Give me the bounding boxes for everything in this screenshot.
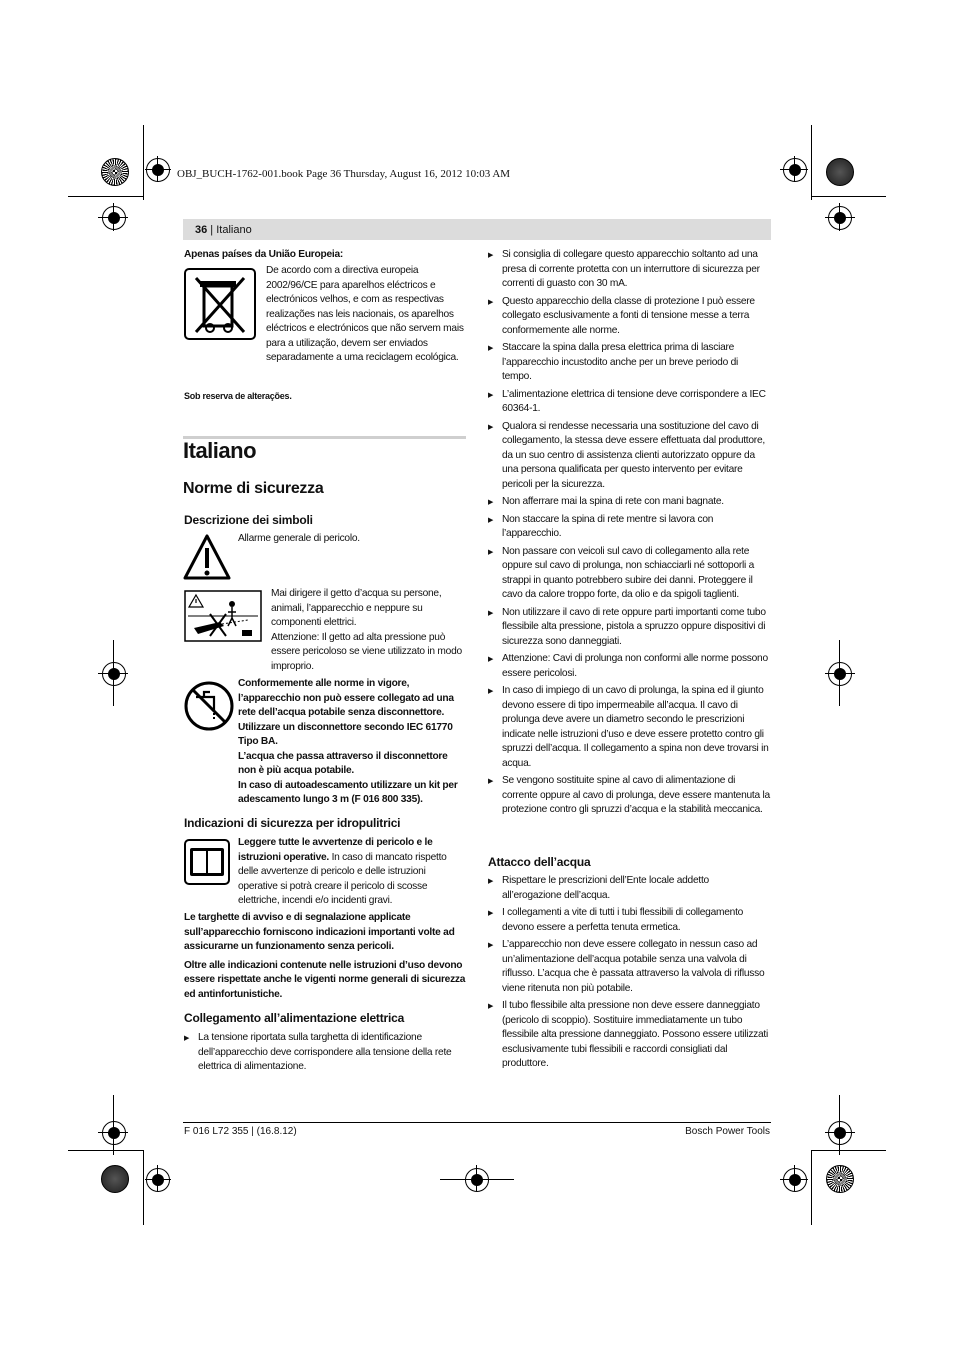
list-item: ▶ Staccare la spina dalla presa elettrica prima di lasciare l’apparecchio incustodito anche per un breve periodo di tempo. bbox=[488, 341, 770, 385]
list-item: ▶ Attenzione: Cavi di prolunga non conformi alle norme possono essere pericolosi. bbox=[488, 652, 770, 681]
safety-instructions-heading: Indicazioni di sicurezza per idropulitrici bbox=[184, 816, 401, 830]
list-item: ▶ L’apparecchio non deve essere collegato in nessun caso ad un’alimentazione dell’acqua potabile senza una valvola di riflusso. L’acqua che è passata attraverso la valvola di riflusso viene ritenuta non più potabile. bbox=[488, 938, 770, 996]
header-section: Italiano bbox=[216, 224, 252, 236]
page-header-bar bbox=[183, 219, 771, 240]
list-item: ▶ Non utilizzare il cavo di rete oppure parti importanti come tubo flessibile alta pressione, pistola a spruzzo oppure dispositivi di sicurezza sono danneggiati. bbox=[488, 606, 770, 650]
no-drinking-water-connection-icon bbox=[184, 681, 234, 731]
electric-list bbox=[184, 1031, 466, 1078]
language-heading: Italiano bbox=[183, 438, 257, 463]
general-rules-note: Oltre alle indicazioni contenute nelle istruzioni d’uso devono essere rispettate anche le vigenti norme generali di sicurezza ed antinfortunistiche. bbox=[184, 959, 466, 1000]
list-item: ▶ In caso di impiego di un cavo di prolunga, la spina ed il giunto devono essere di tipo impermeabile all’acqua. Il cavo di prolunga deve avere un diametro secondo le prescrizioni indicate nelle istruzioni d’uso e deve essere protetto contro gli spruzzi dell’acqua. Il collegamento a spina non deve trovarsi in acqua. bbox=[488, 684, 770, 771]
symbols-heading: Descrizione dei simboli bbox=[184, 513, 313, 527]
symbol-1-text: Allarme generale di pericolo. bbox=[238, 533, 360, 544]
symbol-3-text-2: L’acqua che passa attraverso il disconnettore non è più acqua potabile. bbox=[238, 750, 448, 776]
read-instructions-text: In caso di mancato rispetto delle avvertenze di pericolo e delle istruzioni operative si potrà creare il pericolo di scosse elettriche, incendi e/o incidenti gravi. bbox=[238, 851, 447, 906]
electric-list-continued bbox=[488, 248, 770, 821]
page-number: 36 bbox=[195, 224, 208, 236]
list-item: ▶ Rispettare le prescrizioni dell’Ente locale addetto all’erogazione dell’acqua. bbox=[488, 874, 770, 903]
warning-labels-note: Le targhette di avviso e di segnalazione applicate sull’apparecchio forniscono indicazioni importanti volte ad assicurarne un funzionamento senza pericoli. bbox=[184, 912, 455, 952]
footer-brand: Bosch Power Tools bbox=[685, 1126, 770, 1137]
eu-text: De acordo com a directiva europeia 2002/96/CE para aparelhos eléctricos e electrónicos velhos, e com as respectivas realizações nas leis nacionais, os aparelhos eléctricos e electrónicos que não servem mais para a utilização, devem ser enviados separadamente a uma reciclagem ecológica. bbox=[266, 265, 464, 363]
list-item: ▶ Qualora si rendesse necessaria una sostituzione del cavo di collegamento, la stessa deve essere effettuata dal produttore, da un suo centro di assistenza clienti autorizzato oppure da una persona qualificata per questo intervento per evitare pericoli per la sicurezza. bbox=[488, 420, 770, 493]
symbol-2-text-1: Mai dirigere il getto d’acqua su persone, animali, l’apparecchio e neppure su componenti elettrici. bbox=[271, 588, 442, 628]
list-item: ▶ L’alimentazione elettrica di tensione deve corrispondere a IEC 60364-1. bbox=[488, 388, 770, 417]
safety-heading: Norme di sicurezza bbox=[183, 480, 324, 497]
symbol-2-text-2: Attenzione: Il getto ad alta pressione può essere pericoloso se viene utilizzato in modo improprio. bbox=[271, 631, 462, 672]
footer-doc-id: F 016 L72 355 | (16.8.12) bbox=[184, 1126, 297, 1137]
list-item: ▶ I collegamenti a vite di tutti i tubi flessibili di collegamento devono essere a perfetta tenuta ermetica. bbox=[488, 906, 770, 935]
page-header bbox=[195, 224, 252, 236]
list-item: ▶ Il tubo flessibile alta pressione non deve essere danneggiato (pericolo di scoppio). Sostituire immediatamente un tubo flessibile alta pressione danneggiato. Possono essere utilizzati esclusivamente tubi flessibili e raccordi consigliati dal produttore. bbox=[488, 999, 770, 1072]
no-spray-at-people-icon bbox=[184, 590, 262, 642]
list-item: ▶ Non staccare la spina di rete mentre si lavora con l’apparecchio. bbox=[488, 513, 770, 542]
symbol-3-text-1: Conformemente alle norme in vigore, l’apparecchio non può essere collegato ad una rete dell’acqua potabile senza disconnettore. Utilizzare un disconnettore secondo IEC 61770 Tipo BA. bbox=[238, 678, 454, 747]
wheelie-bin-icon bbox=[184, 268, 256, 340]
list-item: ▶ Si consiglia di collegare questo apparecchio soltanto ad una presa di corrente protetta con un interruttore di sicurezza per correnti di guasto con 30 mA. bbox=[488, 248, 770, 292]
list-item: ▶ Non passare con veicoli sul cavo di collegamento alla rete oppure sul cavo di prolunga, non schiacciarli né sottoporli a strappi in quanto potrebbero subire dei danni. Proteggere il cavo da calore troppo forte, da olio e da spigoli taglienti. bbox=[488, 545, 770, 603]
footer-rule bbox=[183, 1122, 771, 1123]
list-item: ▶ Se vengono sostituite spine al cavo di alimentazione di corrente oppure al cavo di prolunga, deve essere mantenuta la protezione contro gli spruzzi d’acqua e la stabilità meccanica. bbox=[488, 774, 770, 818]
water-list bbox=[488, 874, 770, 1075]
read-manual-icon bbox=[184, 839, 230, 885]
reserve-note: Sob reserva de alterações. bbox=[184, 391, 292, 401]
eu-title: Apenas países da União Europeia: bbox=[184, 249, 344, 260]
read-instructions-bold: Leggere tutte le avvertenze di pericolo e le istruzioni operative. bbox=[238, 837, 433, 863]
list-item: ▶ La tensione riportata sulla targhetta di identificazione dell’apparecchio deve corrispondere alla tensione della rete elettrica di alimentazione. bbox=[184, 1031, 466, 1075]
symbol-3-text-3: In caso di autoadescamento utilizzare un kit per adescamento lungo 3 m (F 016 800 335). bbox=[238, 779, 458, 805]
list-item: ▶ Questo apparecchio della classe di protezione I può essere collegato esclusivamente a fonti di tensione messe a terra conformemente alle norme. bbox=[488, 295, 770, 339]
warning-triangle-icon bbox=[183, 533, 231, 581]
water-heading: Attacco dell’acqua bbox=[488, 855, 591, 869]
header-separator: | bbox=[207, 224, 217, 236]
electric-heading: Collegamento all’alimentazione elettrica bbox=[184, 1011, 405, 1025]
list-item: ▶ Non afferrare mai la spina di rete con mani bagnate. bbox=[488, 495, 770, 510]
book-slug: OBJ_BUCH-1762-001.book Page 36 Thursday, August 16, 2012 10:03 AM bbox=[177, 168, 511, 180]
